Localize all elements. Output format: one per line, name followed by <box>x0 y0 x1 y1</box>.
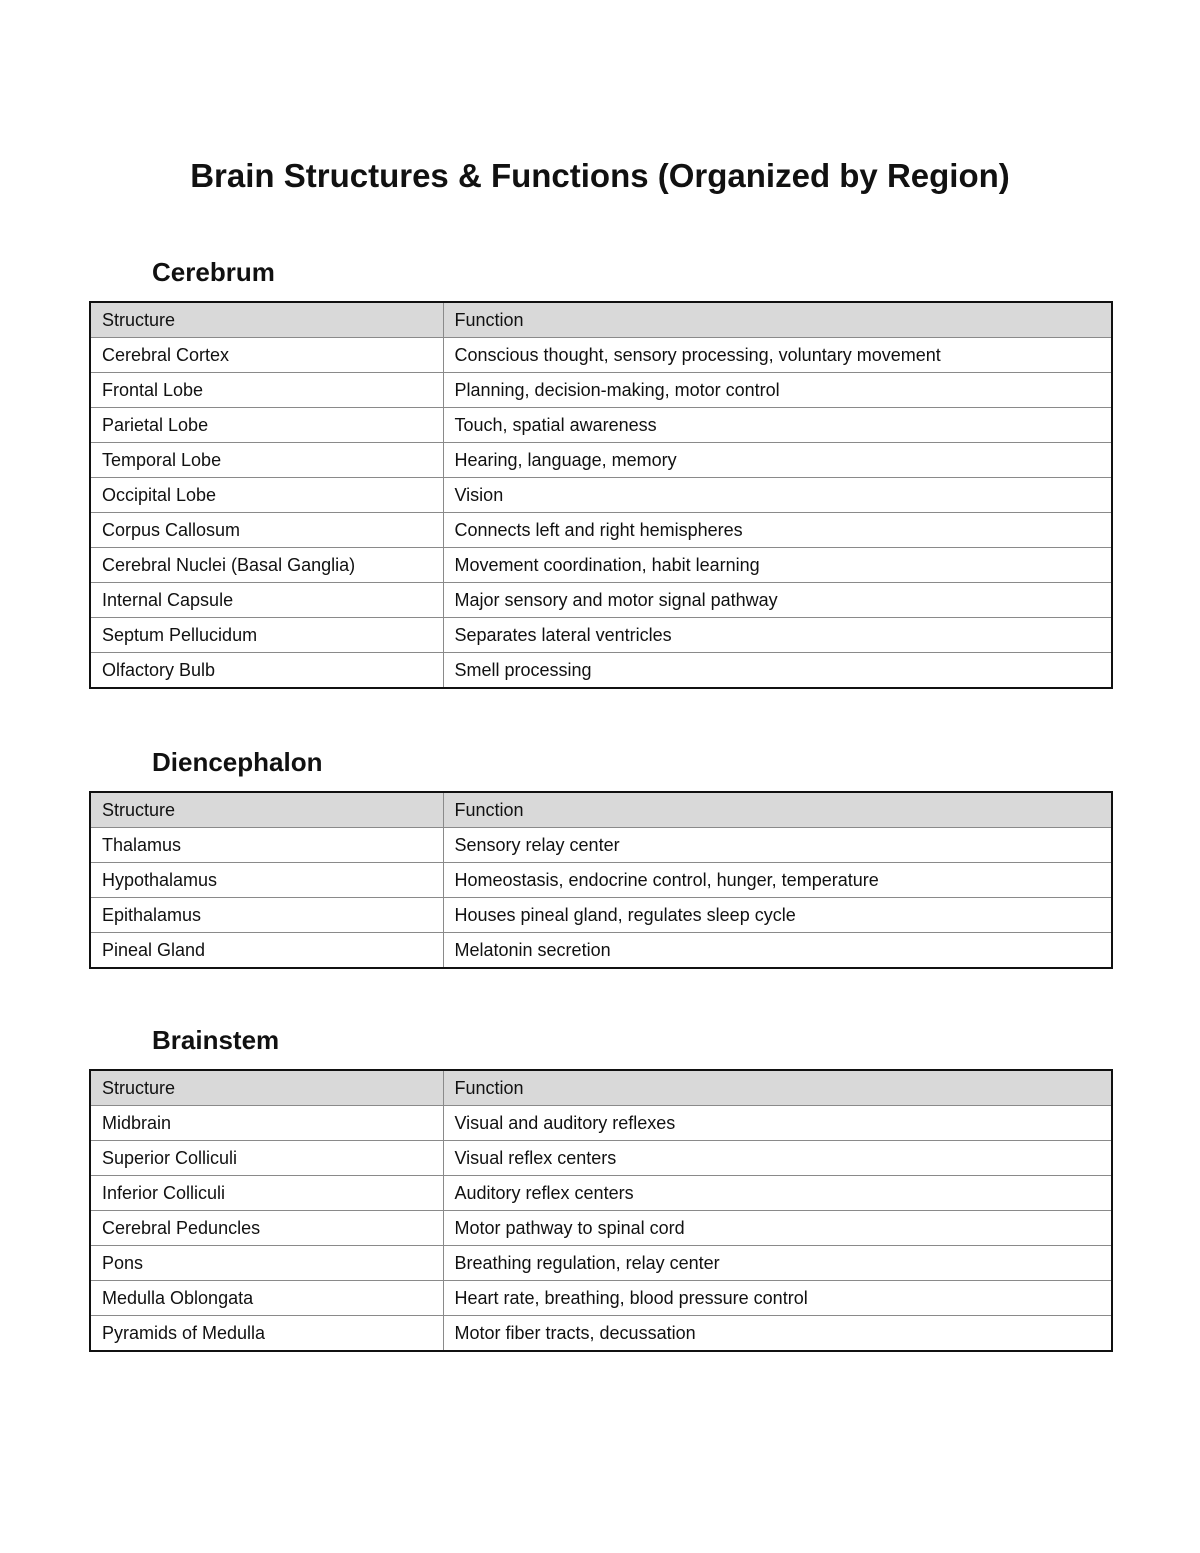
column-header-function: Function <box>443 1070 1112 1106</box>
cell-function: Hearing, language, memory <box>443 443 1112 478</box>
table-row <box>90 583 1112 618</box>
cell-function: Major sensory and motor signal pathway <box>443 583 1112 618</box>
cell-structure: Septum Pellucidum <box>90 618 443 653</box>
column-header-structure: Structure <box>90 302 443 338</box>
column-header-structure: Structure <box>90 1070 443 1106</box>
table-cerebrum <box>89 301 1113 689</box>
table-row <box>90 1211 1112 1246</box>
table-row <box>90 513 1112 548</box>
table-row <box>90 863 1112 898</box>
cell-function: Visual reflex centers <box>443 1141 1112 1176</box>
cell-structure: Midbrain <box>90 1106 443 1141</box>
table-row <box>90 828 1112 863</box>
cell-function: Planning, decision-making, motor control <box>443 373 1112 408</box>
table-row <box>90 373 1112 408</box>
cell-structure: Inferior Colliculi <box>90 1176 443 1211</box>
table-header-row <box>90 302 1112 338</box>
page-title: Brain Structures & Functions (Organized by Region) <box>190 157 1010 194</box>
cell-function: Breathing regulation, relay center <box>443 1246 1112 1281</box>
cell-structure: Cerebral Nuclei (Basal Ganglia) <box>90 548 443 583</box>
cell-structure: Occipital Lobe <box>90 478 443 513</box>
cell-function: Sensory relay center <box>443 828 1112 863</box>
cell-structure: Superior Colliculi <box>90 1141 443 1176</box>
cell-structure: Parietal Lobe <box>90 408 443 443</box>
cell-structure: Pons <box>90 1246 443 1281</box>
cell-structure: Medulla Oblongata <box>90 1281 443 1316</box>
cell-structure: Hypothalamus <box>90 863 443 898</box>
cell-structure: Olfactory Bulb <box>90 653 443 689</box>
section-heading-cerebrum: Cerebrum <box>152 257 275 287</box>
cell-function: Heart rate, breathing, blood pressure control <box>443 1281 1112 1316</box>
table-row <box>90 1141 1112 1176</box>
table-header-row <box>90 792 1112 828</box>
table-header-row <box>90 1070 1112 1106</box>
cell-function: Conscious thought, sensory processing, voluntary movement <box>443 338 1112 373</box>
table-row <box>90 478 1112 513</box>
cell-function: Smell processing <box>443 653 1112 689</box>
cell-structure: Temporal Lobe <box>90 443 443 478</box>
cell-function: Vision <box>443 478 1112 513</box>
table-row <box>90 653 1112 689</box>
table-row <box>90 548 1112 583</box>
cell-function: Melatonin secretion <box>443 933 1112 969</box>
column-header-function: Function <box>443 792 1112 828</box>
cell-structure: Pineal Gland <box>90 933 443 969</box>
column-header-structure: Structure <box>90 792 443 828</box>
cell-function: Houses pineal gland, regulates sleep cycle <box>443 898 1112 933</box>
cell-structure: Cerebral Cortex <box>90 338 443 373</box>
table-row <box>90 933 1112 969</box>
cell-function: Connects left and right hemispheres <box>443 513 1112 548</box>
section-heading-brainstem: Brainstem <box>152 1025 280 1055</box>
cell-function: Separates lateral ventricles <box>443 618 1112 653</box>
cell-function: Motor pathway to spinal cord <box>443 1211 1112 1246</box>
table-row <box>90 408 1112 443</box>
cell-function: Homeostasis, endocrine control, hunger, temperature <box>443 863 1112 898</box>
cell-function: Motor fiber tracts, decussation <box>443 1316 1112 1352</box>
cell-structure: Corpus Callosum <box>90 513 443 548</box>
cell-function: Movement coordination, habit learning <box>443 548 1112 583</box>
table-row <box>90 1176 1112 1211</box>
table-row <box>90 338 1112 373</box>
cell-function: Touch, spatial awareness <box>443 408 1112 443</box>
cell-function: Auditory reflex centers <box>443 1176 1112 1211</box>
section-heading-diencephalon: Diencephalon <box>152 747 323 777</box>
cell-structure: Epithalamus <box>90 898 443 933</box>
cell-structure: Internal Capsule <box>90 583 443 618</box>
table-row <box>90 1246 1112 1281</box>
table-row <box>90 443 1112 478</box>
table-brainstem <box>89 1069 1113 1352</box>
table-row <box>90 1106 1112 1141</box>
table-row <box>90 618 1112 653</box>
cell-structure: Frontal Lobe <box>90 373 443 408</box>
cell-structure: Thalamus <box>90 828 443 863</box>
column-header-function: Function <box>443 302 1112 338</box>
cell-structure: Cerebral Peduncles <box>90 1211 443 1246</box>
cell-structure: Pyramids of Medulla <box>90 1316 443 1352</box>
table-diencephalon <box>89 791 1113 969</box>
table-row <box>90 1316 1112 1352</box>
cell-function: Visual and auditory reflexes <box>443 1106 1112 1141</box>
table-row <box>90 898 1112 933</box>
table-row <box>90 1281 1112 1316</box>
